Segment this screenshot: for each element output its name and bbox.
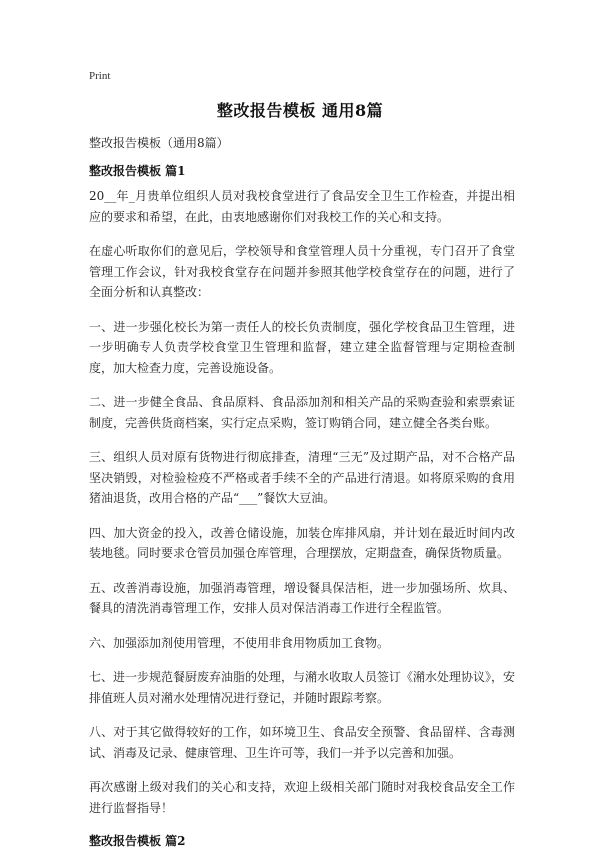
paragraph-1-2: 在虚心听取你们的意见后，学校领导和食堂管理人员十分重视，专门召开了食堂管理工作会议，针对我校食堂存在问题并参照其他学校食堂存在的问题，进行了全面分析和认真整改：	[89, 244, 515, 299]
paragraph-1-9: 七、进一步规范餐厨废弃油脂的处理，与潲水收取人员签订《潲水处理协议》，安排值班人员对潲水处理情况进行登记，并随时跟踪考察。	[89, 670, 516, 705]
paragraph-1-5: 三、组织人员对原有货物进行彻底排查，清理“三无”及过期产品，对不合格产品坚决销毁，对检验检疫不严格或者手续不全的产品进行清退。如将原采购的食用猪油退货，改用合格的产品“___”餐饮大豆油。	[89, 450, 515, 505]
paragraph-1-7: 五、改善消毒设施，加强消毒管理，增设餐具保洁柜，进一步加强场所、炊具、餐具的清洗消毒管理工作，安排人员对保洁消毒工作进行全程监管。	[89, 580, 515, 615]
paragraph-1-4: 二、进一步健全食品、食品原料、食品添加剂和相关产品的采购查验和索票索证制度，完善供货商档案，实行定点采购，签订购销合同，建立健全各类台账。	[89, 395, 515, 430]
paragraph-1-10: 八、对于其它做得较好的工作，如环境卫生、食品安全预警、食品留样、含毒测试、消毒及记录、健康管理、卫生许可等，我们一并予以完善和加强。	[89, 725, 515, 760]
paragraph-1-8: 六、加强添加剂使用管理，不使用非食用物质加工食物。	[89, 635, 390, 650]
document-body	[89, 134, 515, 856]
print-link[interactable]: Print	[89, 70, 111, 82]
document-title: 整改报告模板 通用8篇	[216, 101, 384, 120]
paragraph-1-11: 再次感谢上级对我们的关心和支持，欢迎上级相关部门随时对我校食品安全工作进行监督指导！	[89, 780, 515, 815]
paragraph-1-6: 四、加大资金的投入，改善仓储设施，加装仓库排风扇，并计划在最近时间内改装地毯。同时要求仓管员加强仓库管理，合理摆放，定期盘查，确保货物质量。	[89, 525, 515, 560]
paragraph-1-3: 一、进一步强化校长为第一责任人的校长负责制度，强化学校食品卫生管理，进一步明确专人负责学校食堂卫生管理和监督，建立建全监督管理与定期检查制度，加大检查力度，完善设施设备。	[89, 319, 515, 375]
document-subtitle: 整改报告模板（通用8篇）	[89, 136, 229, 150]
section-heading-1: 整改报告模板 篇1	[89, 164, 186, 178]
paragraph-1-1: 20__年_月贵单位组织人员对我校食堂进行了食品安全卫生工作检查，并提出相应的要求和希望，在此，由衷地感谢你们对我校工作的关心和支持。	[89, 189, 515, 224]
section-heading-2: 整改报告模板 篇2	[89, 834, 186, 848]
